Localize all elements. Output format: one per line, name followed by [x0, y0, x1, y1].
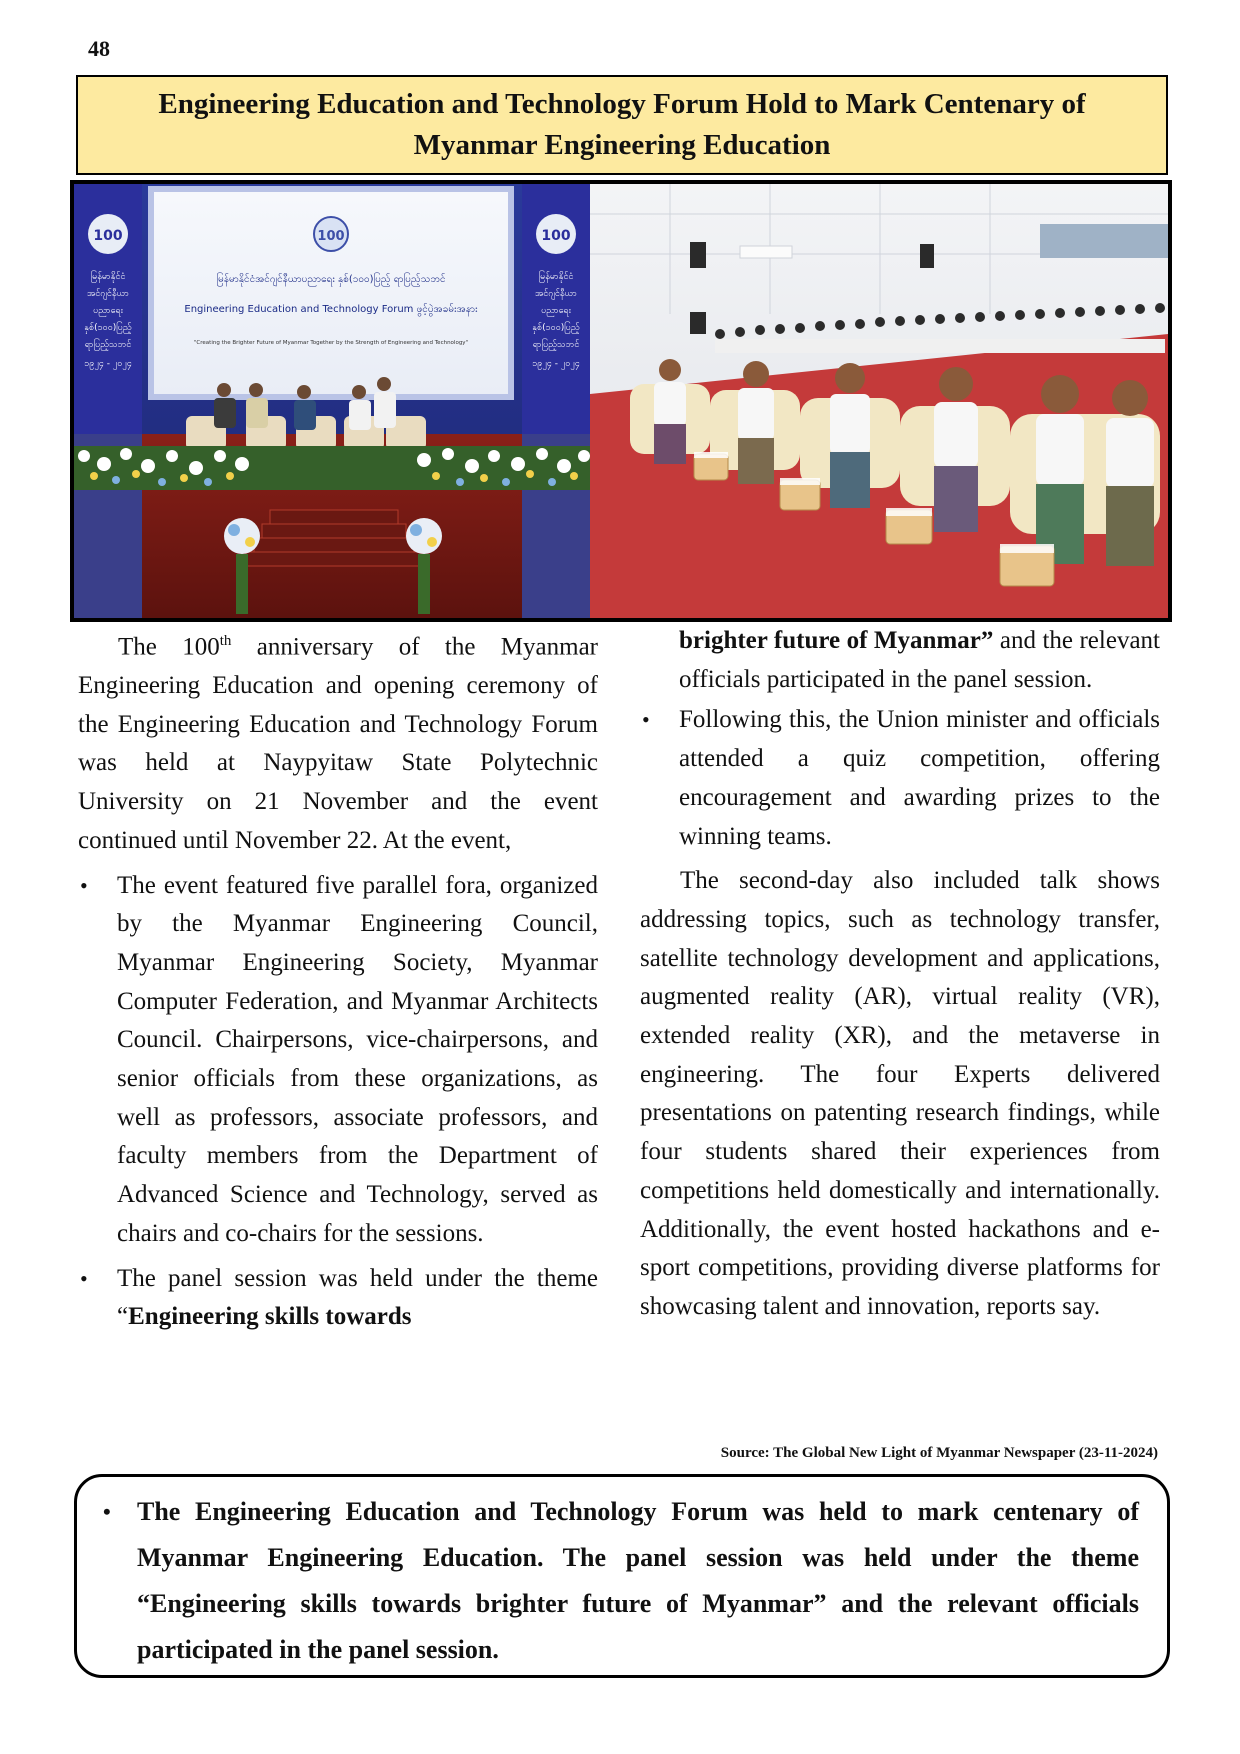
svg-text:မြန်မာနိုင်ငံ: မြန်မာနိုင်ငံ	[538, 272, 574, 282]
svg-text:၁၉၂၄ - ၂၀၂၄: ၁၉၂၄ - ၂၀၂၄	[84, 359, 132, 369]
bullet-text: The event featured five parallel fora, organized by the Myanmar Engineering Council, Myanmar Engineering Society, Myanmar Computer Federation, and Myanmar Architects Council. Chairpersons, vice-chairpersons, and senior officials from these organizations, as well as professors, associate professors, and faculty members from the Department of Advanced Science and Technology, served as chairs and co-chairs for the sessions.	[117, 871, 598, 1247]
page-number: 48	[88, 36, 110, 61]
svg-text:အင်ဂျင်နီယာ: အင်ဂျင်နီယာ	[87, 289, 129, 299]
svg-text:ရာပြည့်သဘင်: ရာပြည့်သဘင်	[84, 340, 132, 350]
stage-photo	[74, 184, 590, 618]
intro-text: The 100	[118, 633, 220, 661]
source-credit: Source: The Global New Light of Myanmar Newspaper (23-11-2024)	[720, 1445, 1158, 1461]
audience-photo	[590, 184, 1168, 618]
bullet-glyph: •	[103, 1499, 111, 1524]
intro-text-rest: anniversary of the Myanmar Engineering Education and opening ceremony of the Engineering Education and Technology Forum was held at Naypyitaw State Polytechnic University on 21 November and the event continued until November 22. At the event,	[78, 633, 598, 854]
svg-text:၁၉၂၄ - ၂၀၂၄: ၁၉၂၄ - ၂၀၂၄	[532, 359, 580, 369]
svg-text:Engineering Education and Tech: Engineering Education and Technology Forum ဖွင့်ပွဲအခမ်းအနား	[184, 304, 478, 315]
bullet-text: Following this, the Union minister and officials attended a quiz competition, offering encouragement and awarding prizes to the winning teams.	[679, 706, 1160, 850]
photo-frame	[70, 180, 1172, 622]
svg-text:100: 100	[541, 228, 571, 244]
theme-bold-text-cont: brighter future of Myanmar”	[679, 627, 994, 654]
summary-box	[74, 1474, 1170, 1678]
left-column	[78, 622, 598, 1343]
bullet-list-left	[78, 867, 598, 1337]
theme-bold-text: Engineering skills towards	[128, 1303, 412, 1331]
summary-text: The Engineering Education and Technology Forum was held to mark centenary of Myanmar Engineering Education. The panel session was held under the theme “Engineering skills towards brighter future of Myanmar” and the relevant officials participated in the panel session.	[137, 1497, 1139, 1664]
article-title	[76, 75, 1168, 175]
svg-text:နှစ်(၁၀၀)ပြည့်: နှစ်(၁၀၀)ပြည့်	[84, 323, 132, 333]
right-column	[640, 622, 1160, 1327]
svg-text:ရာပြည့်သဘင်: ရာပြည့်သဘင်	[532, 340, 580, 350]
bullet-list-right	[640, 701, 1160, 856]
bullet-continuation	[640, 622, 1160, 699]
svg-text:နှစ်(၁၀၀)ပြည့်: နှစ်(၁၀၀)ပြည့်	[532, 323, 580, 333]
svg-text:ပညာရေး: ပညာရေး	[93, 306, 123, 316]
bullet-glyph: •	[80, 872, 88, 898]
bullet-continuation-text: and the relevant officials participated in the panel session.	[679, 627, 1160, 693]
bullet-item	[78, 1260, 598, 1337]
svg-text:100: 100	[317, 229, 345, 244]
svg-text:အင်ဂျင်နီယာ: အင်ဂျင်နီယာ	[535, 289, 577, 299]
bullet-glyph: •	[642, 707, 650, 733]
svg-text:"Creating the Brighter Future: "Creating the Brighter Future of Myanmar Together by the Strength of Engineering and Technology"	[193, 340, 469, 346]
svg-text:မြန်မာနိုင်ငံ: မြန်မာနိုင်ငံ	[90, 272, 126, 282]
article-title-text: Engineering Education and Technology Forum Hold to Mark Centenary of Myanmar Engineering Education	[158, 88, 1086, 161]
bullet-item	[640, 701, 1160, 856]
bullet-item	[78, 867, 598, 1254]
intro-paragraph	[78, 622, 598, 861]
summary-item	[97, 1489, 1139, 1673]
svg-text:ပညာရေး: ပညာရေး	[541, 306, 571, 316]
bullet-glyph: •	[80, 1265, 88, 1291]
second-day-paragraph: The second-day also included talk shows addressing topics, such as technology transfer, satellite technology development and applications, augmented reality (AR), virtual reality (VR), extended reality (XR), and the metaverse in engineering. The four Experts delivered presentations on patenting research findings, while four students shared their experiences from competitions held domestically and internationally. Additionally, the event hosted hackathons and e-sport competitions, providing diverse platforms for showcasing talent and innovation, reports say.	[640, 867, 1160, 1320]
svg-text:မြန်မာနိုင်ငံအင်ဂျင်နီယာပညာရေး: မြန်မာနိုင်ငံအင်ဂျင်နီယာပညာရေး နှစ်(၁၀၀)ပြည့် ရာပြည့်သဘင်	[216, 274, 446, 285]
svg-text:100: 100	[93, 228, 123, 244]
bullet-text: The panel session was held under the theme “	[117, 1264, 598, 1331]
intro-superscript: th	[219, 633, 232, 649]
